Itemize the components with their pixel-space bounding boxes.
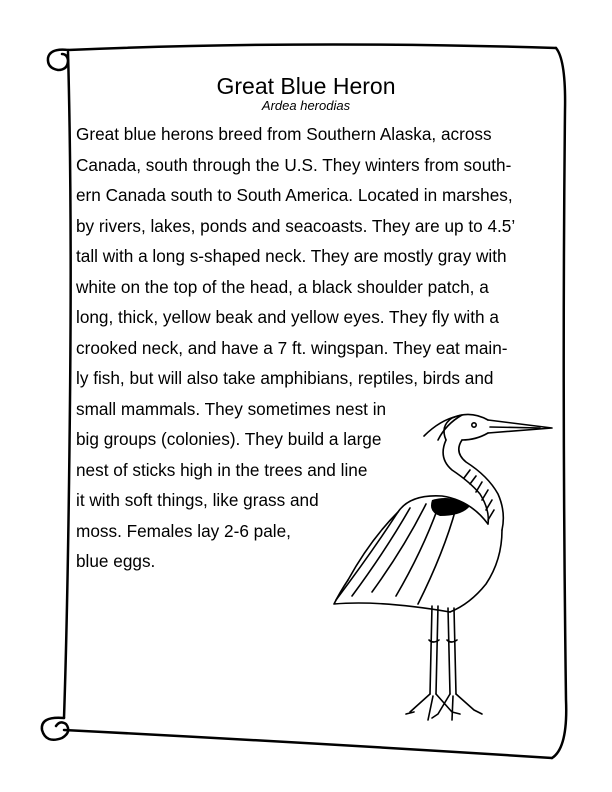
body-line: ly fish, but will also take amphibians, reptiles, birds and [76, 368, 494, 388]
body-line: moss. Females lay 2-6 pale, [76, 520, 291, 541]
body-line: long, thick, yellow beak and yellow eyes. They fly with a [76, 307, 499, 327]
page-title: Great Blue Heron [216, 73, 396, 99]
body-line: tall with a long s-shaped neck. They are mostly gray with [76, 246, 507, 266]
body-line: crooked neck, and have a 7 ft. wingspan. They eat main- [76, 337, 508, 358]
body-line: Canada, south through the U.S. They winters from south- [76, 154, 512, 175]
body-line: by rivers, lakes, ponds and seacoasts. They are up to 4.5’ [76, 215, 516, 236]
body-line: white on the top of the head, a black shoulder patch, a [76, 276, 489, 297]
body-line: it with soft things, like grass and [76, 490, 319, 510]
body-line: small mammals. They sometimes nest in [76, 398, 387, 419]
scientific-name: Ardea herodias [261, 98, 351, 113]
body-line: blue eggs. [76, 551, 156, 571]
body-line: Great blue herons breed from Southern Alaska, across [76, 124, 492, 144]
body-line: big groups (colonies). They build a large [76, 429, 382, 449]
heron-illustration [320, 395, 560, 735]
body-line: ern Canada south to South America. Located in marshes, [76, 185, 513, 205]
body-line: nest of sticks high in the trees and line [76, 459, 368, 480]
